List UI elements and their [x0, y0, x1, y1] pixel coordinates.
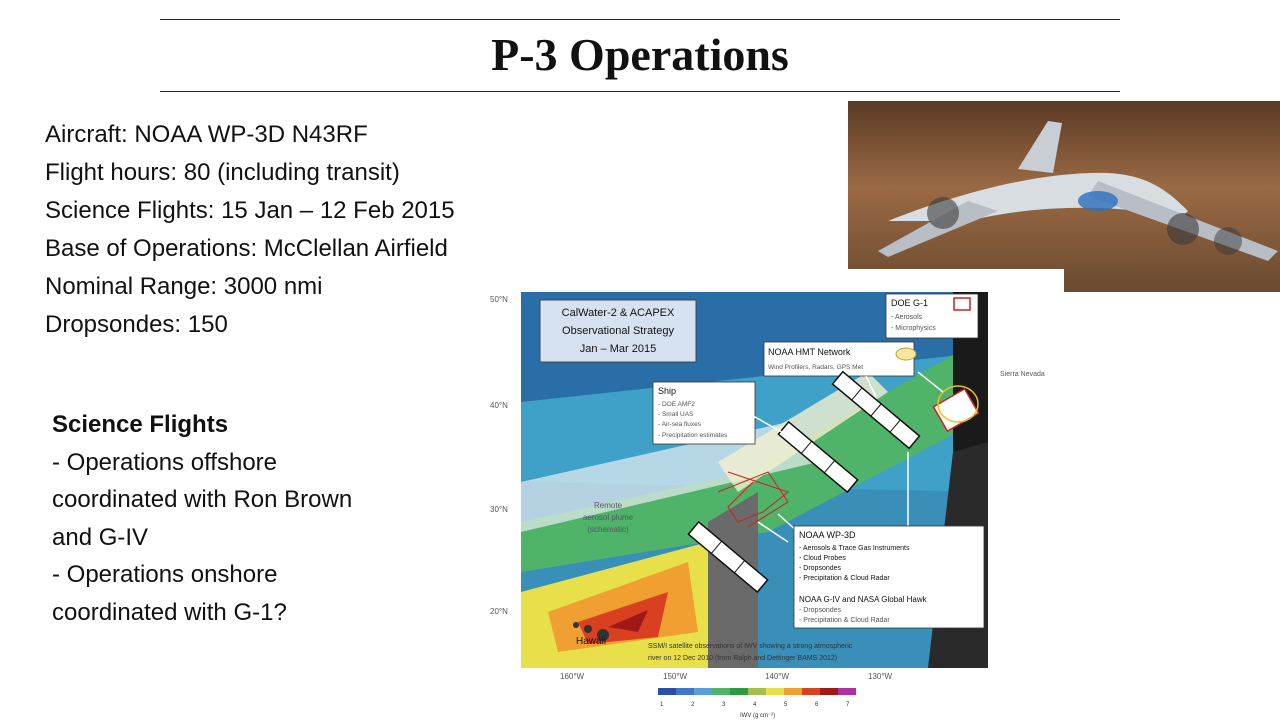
gh-title: NOAA G-IV and NASA Global Hawk — [799, 595, 927, 604]
colorbar-tick: 3 — [722, 702, 726, 708]
bottom-rule — [160, 91, 1120, 92]
research-map — [488, 292, 1045, 720]
lat-label: 40°N — [490, 401, 508, 410]
map-caption: river on 12 Dec 2010 (from Ralph and Dettinger BAMS 2012) — [648, 655, 838, 662]
sierra-line: Sierra Nevada — [1000, 371, 1045, 378]
science-line: and G-IV — [52, 523, 149, 551]
p3-item: - Aerosols & Trace Gas Instruments — [799, 545, 910, 552]
map-caption: SSM/I satellite observations of IWV showing a strong atmospheric — [648, 643, 853, 650]
colorbar-label: IWV (g cm⁻²) — [740, 713, 776, 719]
colorbar-tick: 2 — [691, 702, 695, 708]
lat-label: 50°N — [490, 295, 508, 304]
dropsondes-line: Dropsondes: 150 — [45, 311, 228, 338]
gh-item: - Dropsondes — [799, 607, 842, 614]
p3-item: - Dropsondes — [799, 565, 842, 572]
doe-item: - Aerosols — [891, 314, 923, 321]
range-line: Nominal Range: 3000 nmi — [45, 273, 323, 300]
science-line: coordinated with G-1? — [52, 598, 287, 626]
flight-hours-line: Flight hours: 80 (including transit) — [45, 159, 400, 186]
top-rule — [160, 19, 1120, 20]
lon-label: 160°W — [560, 672, 585, 681]
doe-title: DOE G-1 — [891, 298, 929, 308]
lon-label: 130°W — [868, 672, 893, 681]
plume-line: Remote — [593, 501, 623, 510]
gh-item: - Precipitation & Cloud Radar — [799, 617, 890, 624]
plume-line: aerosol plume — [582, 513, 634, 522]
p3-title: NOAA WP-3D — [799, 530, 856, 540]
lon-label: 150°W — [663, 672, 688, 681]
science-heading: Science Flights — [52, 411, 229, 438]
science-flights-section — [52, 406, 352, 631]
ship-item: - DOE AMF2 — [658, 401, 695, 408]
strategy-line: Jan – Mar 2015 — [579, 343, 657, 355]
aircraft-line: Aircraft: NOAA WP-3D N43RF — [45, 121, 368, 148]
page-title: P-3 Operations — [491, 29, 789, 80]
science-flights-line: Science Flights: 15 Jan – 12 Feb 2015 — [45, 197, 455, 224]
lat-label: 20°N — [490, 607, 508, 616]
ship-item: - Precipitation estimates — [658, 432, 728, 439]
science-line: - Operations onshore — [52, 561, 278, 588]
science-line: coordinated with Ron Brown — [52, 486, 353, 513]
colorbar — [658, 688, 856, 695]
doe-item: - Microphysics — [891, 325, 936, 332]
colorbar-tick: 1 — [660, 702, 664, 708]
aircraft-photo — [848, 101, 1280, 292]
colorbar-tick: 7 — [846, 702, 850, 708]
hmt-title: NOAA HMT Network — [768, 347, 851, 357]
base-line: Base of Operations: McClellan Airfield — [45, 235, 448, 262]
strategy-line: CalWater-2 & ACAPEX — [561, 307, 675, 319]
p3-item: - Precipitation & Cloud Radar — [799, 575, 890, 582]
colorbar-tick: 4 — [753, 702, 757, 708]
ship-item: - Air-sea fluxes — [658, 421, 701, 428]
lat-label: 30°N — [490, 505, 508, 514]
colorbar-tick: 5 — [784, 702, 788, 708]
hawaii-label: Hawaii — [576, 636, 607, 647]
plume-line: (schematic) — [587, 525, 629, 534]
ship-title: Ship — [658, 386, 677, 396]
p3-item: - Cloud Probes — [799, 555, 846, 562]
lon-label: 140°W — [765, 672, 790, 681]
aircraft-info — [45, 116, 455, 344]
strategy-line: Observational Strategy — [562, 325, 674, 337]
hmt-sub: Wind Profilers, Radars, GPS Met — [768, 364, 863, 371]
science-line: - Operations offshore — [52, 448, 278, 476]
ship-item: - Small UAS — [658, 411, 694, 418]
colorbar-tick: 6 — [815, 702, 819, 708]
